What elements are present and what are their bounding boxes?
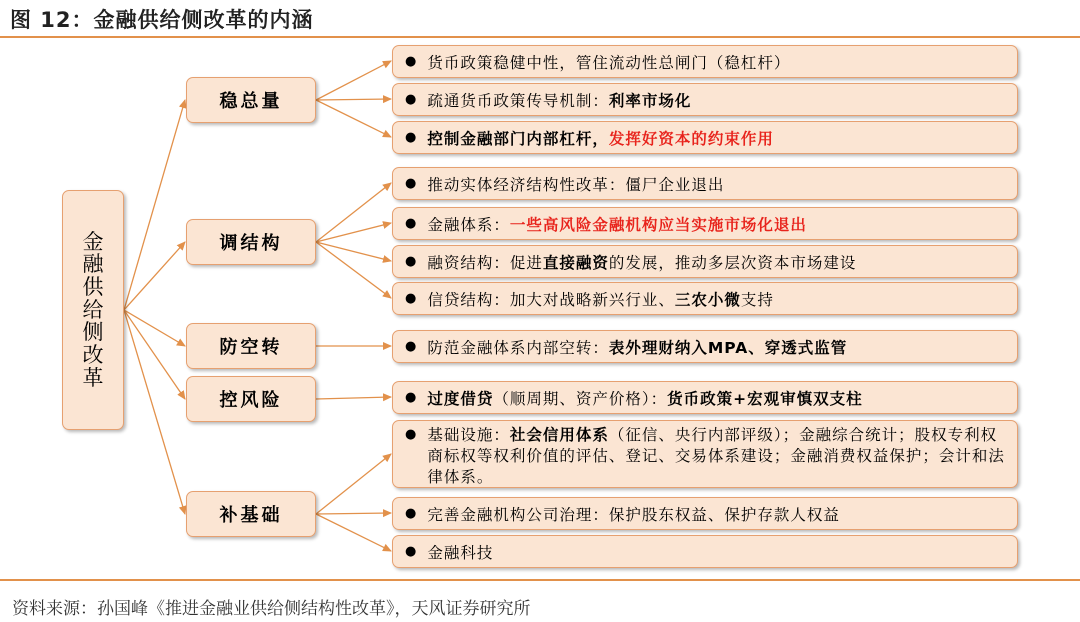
item-structure-2 [392,207,1018,240]
item-text [427,336,1007,358]
text-segment: 三农小微 [674,290,741,309]
text-segment: 完善金融机构公司治理：保护股东权益、保护存款人权益 [427,505,840,524]
item-text [427,503,1007,525]
bullet-icon: ● [405,216,418,231]
item-foundation-1 [392,420,1018,488]
bullet-icon: ● [405,291,418,306]
category-to-item-arrow [316,514,391,551]
bullet-icon: ● [405,130,418,145]
text-segment: 发挥好资本的约束作用 [608,129,774,148]
text-segment: 疏通货币政策传导机制： [427,91,609,110]
item-text [427,127,1007,149]
category-adjust-structure: 调结构 [186,219,316,265]
category-stabilize-total: 稳总量 [186,77,316,123]
text-segment: 货币政策稳健中性，管住流动性总闸门（稳杠杆） [427,53,791,72]
item-idling-1 [392,330,1018,363]
text-segment: 信贷结构：加大对战略新兴行业、 [427,290,675,309]
text-segment: 社会信用体系 [509,426,609,444]
root-to-category-arrow [124,100,185,310]
text-segment: 直接融资 [542,253,609,272]
text-segment: （顺周期、资产价格）： [493,389,668,408]
category-to-item-arrow [316,242,391,261]
text-segment: 过度借贷 [427,389,494,408]
category-strengthen-foundation: 补基础 [186,491,316,537]
text-segment: 支持 [740,290,774,309]
bullet-icon: ● [405,254,418,269]
item-text [427,89,1007,111]
category-to-item-arrow [316,242,391,298]
item-text [427,51,1007,73]
category-to-item-arrow [316,61,391,100]
item-text [427,288,1007,310]
item-foundation-3 [392,535,1018,568]
bullet-icon: ● [405,339,418,354]
category-to-item-arrow [316,100,391,137]
item-structure-3 [392,245,1018,278]
category-to-item-arrow [316,397,391,399]
item-structure-4 [392,282,1018,315]
root-to-category-arrow [124,310,185,399]
category-control-risk: 控风险 [186,376,316,422]
item-stabilize-2 [392,83,1018,116]
item-text [427,387,1007,409]
bullet-icon: ● [405,176,418,191]
item-text [427,213,1007,235]
text-segment: （征信、央行内部评级）；金融综合统计；股权专利权商标权等权利价值的评估、登记、交易体系建设；金融消费权益保护；会计和法律体系。 [427,426,1005,486]
item-text [427,173,1007,195]
text-segment: 基础设施： [427,426,510,444]
bullet-icon: ● [405,506,418,521]
bullet-icon: ● [405,390,418,405]
text-segment: 表外理财纳入MPA、穿透式监管 [608,338,848,357]
root-label: 金融供给侧改革 [82,229,104,390]
category-to-item-arrow [316,454,391,514]
bullet-icon: ● [405,54,418,69]
item-stabilize-3 [392,121,1018,154]
item-risk-1 [392,381,1018,414]
bullet-icon: ● [405,427,418,442]
text-segment: 金融体系： [427,215,510,234]
text-segment: 控制金融部门内部杠杆， [427,129,609,148]
root-to-category-arrow [124,242,185,310]
bullet-icon: ● [405,544,418,559]
text-segment: 一些高风险金融机构应当实施市场化退出 [509,215,807,234]
category-prevent-idling: 防空转 [186,323,316,369]
text-segment: 融资结构：促进 [427,253,543,272]
source-note: 资料来源：孙国峰《推进金融业供给侧结构性改革》，天风证券研究所 [12,599,531,619]
text-segment: 推动实体经济结构性改革：僵尸企业退出 [427,175,725,194]
text-segment: 金融科技 [427,543,494,562]
root-node [62,190,124,430]
text-segment: 货币政策+宏观审慎双支柱 [667,389,863,408]
figure-title: 图 12：金融供给侧改革的内涵 [10,8,314,32]
category-to-item-arrow [316,99,391,100]
item-foundation-2 [392,497,1018,530]
text-segment: 防范金融体系内部空转： [427,338,609,357]
category-to-item-arrow [316,513,391,514]
text-segment: 的发展，推动多层次资本市场建设 [608,253,857,272]
item-text [427,251,1007,273]
item-structure-1 [392,167,1018,200]
bullet-icon: ● [405,92,418,107]
item-text [427,541,1007,563]
item-stabilize-1 [392,45,1018,78]
text-segment: 利率市场化 [608,91,692,110]
item-text [427,425,1007,488]
